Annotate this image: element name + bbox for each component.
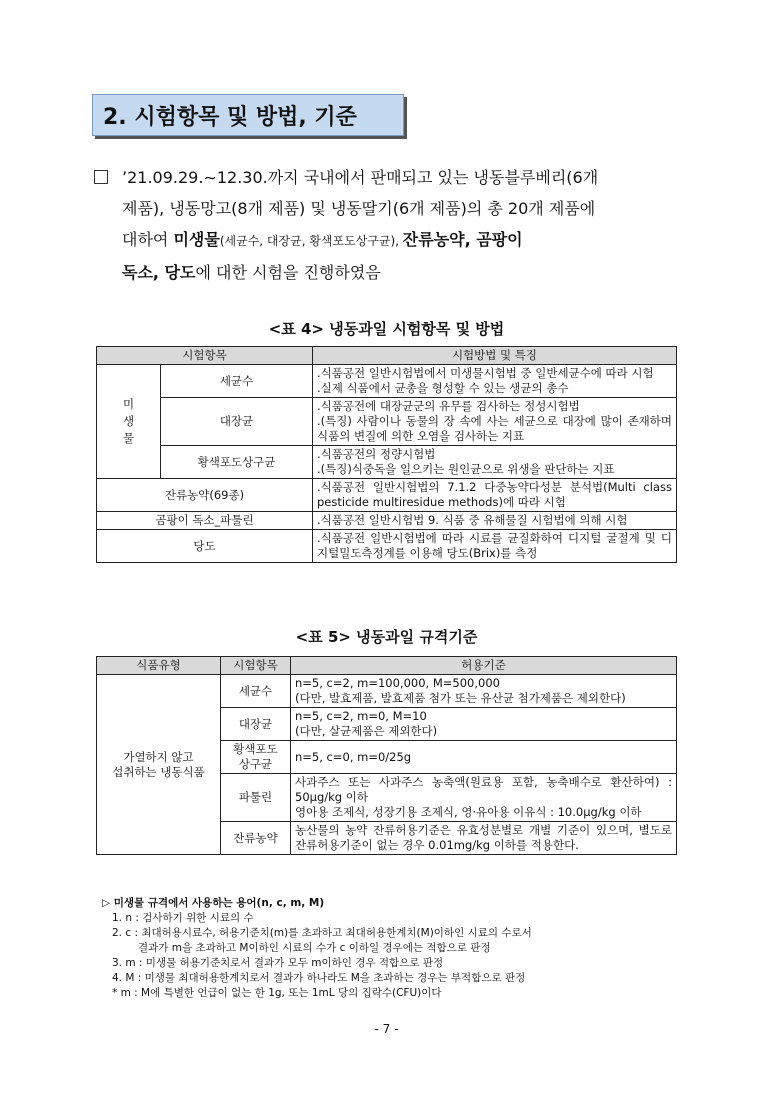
note-item: 3. m : 미생물 허용기준치로서 결과가 모두 m이하인 경우 적합으로 판정 (112, 957, 444, 969)
cell-item: 대장균 (161, 398, 313, 446)
cell-item: 잔류농약(69종) (97, 479, 313, 512)
page-number: - 7 - (374, 1022, 399, 1036)
intro-line-3a: 대하여 (122, 230, 174, 249)
cell-item: 곰팡이 독소_파툴린 (97, 512, 313, 530)
cell-item: 대장균 (221, 708, 291, 741)
cell-item: 세균수 (161, 365, 313, 398)
cell-item: 잔류농약 (221, 822, 291, 855)
intro-line-3c: (세균수, 대장균, 황색포도상구균), (219, 234, 403, 248)
note-item: * m : M에 특별한 언급이 없는 한 1g, 또는 1mL 당의 집락수(CFU)이다 (112, 987, 442, 999)
note-item: 4. M : 미생물 최대허용한계치로서 결과가 하나라도 M을 초과하는 경우는 부적합으로 판정 (112, 972, 526, 984)
header-test-item: 시험항목 (97, 347, 313, 365)
table-header-row (97, 657, 677, 675)
note-item: 결과가 m을 초과하고 M이하인 시료의 수가 c 이하일 경우에는 적합으로 판정 (138, 942, 491, 954)
note-item: 1. n : 검사하기 위한 시료의 수 (112, 912, 254, 924)
header-standard: 허용기준 (291, 657, 677, 675)
cell-method: .식품공전의 정량시험법 .(특징)식중독을 일으키는 원인균으로 위생을 판단하는 지표 (313, 446, 677, 479)
table-row (97, 446, 677, 479)
cell-item: 황색포도상구균 (161, 446, 313, 479)
cell-standard: n=5, c=0, m=0/25g (291, 741, 677, 774)
cell-standard: n=5, c=2, m=0, M=10 (다만, 살균제품은 제외한다) (291, 708, 677, 741)
table-header-row (97, 347, 677, 365)
terms-notes (102, 896, 682, 1001)
table-row (97, 365, 677, 398)
table-standards (96, 656, 677, 855)
table-row (97, 530, 677, 563)
cell-method: .식품공전 일반시험법에 따라 시료를 균질화하여 디지털 굴절계 및 디지털밀도측정계를 이용해 당도(Brix)를 측정 (313, 530, 677, 563)
header-test-item: 시험항목 (221, 657, 291, 675)
cell-standard: n=5, c=2, m=100,000, M=500,000 (다만, 발효제품, 발효제품 첨가 또는 유산균 첨가제품은 제외한다) (291, 675, 677, 708)
cell-item: 황색포도 상구균 (221, 741, 291, 774)
table-test-methods (96, 346, 677, 563)
micro-label: 미 생 물 (97, 365, 161, 479)
table-row (97, 398, 677, 446)
cell-method: .식품공전 일반시험법의 7.1.2 다중농약다성분 분석법(Multi class pesticide multiresidue methods)에 따라 시험 (313, 479, 677, 512)
intro-line-4b: 에 대한 시험을 진행하였음 (195, 263, 381, 282)
intro-line-3d: 잔류농약, 곰팡이 (402, 230, 523, 249)
intro-line-2: 제품), 냉동망고(8개 제품) 및 냉동딸기(6개 제품)의 총 20개 제품에 (122, 199, 596, 218)
note-item: 2. c : 최대허용시료수, 허용기준치(m)를 초과하고 최대허용한계치(M)이하인 시료의 수로서 (112, 927, 532, 939)
intro-paragraph (94, 162, 694, 288)
food-type-cell: 가열하지 않고 섭취하는 냉동식품 (97, 675, 221, 855)
intro-line-1: ’21.09.29.∼12.30.까지 국내에서 판매되고 있는 냉동블루베리(6개 (122, 168, 599, 187)
notes-title: ▷ 미생물 규격에서 사용하는 용어(n, c, m, M) (102, 897, 325, 909)
table-row (97, 512, 677, 530)
cell-item: 파툴린 (221, 774, 291, 822)
section-title (92, 94, 404, 136)
table4-caption: <표 4> 냉동과일 시험항목 및 방법 (268, 320, 505, 338)
cell-method: .식품공전에 대장균군의 유무를 검사하는 정성시험법 .(특징) 사람이나 동물의 장 속에 사는 세균으로 대장에 많이 존재하며 식품의 변질에 의한 오염을 검사하는 지표 (313, 398, 677, 446)
table5-caption: <표 5> 냉동과일 규격기준 (295, 628, 478, 646)
checkbox-icon (94, 170, 108, 184)
cell-standard: 농산물의 농약 잔류허용기준은 유효성분별로 개별 기준이 있으며, 별도로 잔류허용기준이 없는 경우 0.01mg/kg 이하를 적용한다. (291, 822, 677, 855)
table-row (97, 675, 677, 708)
intro-line-4a: 독소, 당도 (122, 263, 196, 282)
table-row (97, 479, 677, 512)
section-title-text: 2. 시험항목 및 방법, 기준 (103, 104, 357, 130)
header-food-type: 식품유형 (97, 657, 221, 675)
cell-item: 세균수 (221, 675, 291, 708)
cell-method: .식품공전 일반시험법 9. 식품 중 유해물질 시험법에 의해 시험 (313, 512, 677, 530)
cell-item: 당도 (97, 530, 313, 563)
cell-standard: 사과주스 또는 사과주스 농축액(원료용 포함, 농축배수로 환산하여) : 50μg/kg 이하 영아용 조제식, 성장기용 조제식, 영·유아용 이유식 : 10.0μg/kg 이하 (291, 774, 677, 822)
intro-line-3b: 미생물 (173, 230, 220, 249)
cell-method: .식품공전 일반시험법에서 미생물시험법 중 일반세균수에 따라 시험 .실제 식품에서 균총을 형성할 수 있는 생균의 총수 (313, 365, 677, 398)
header-method: 시험방법 및 특징 (313, 347, 677, 365)
